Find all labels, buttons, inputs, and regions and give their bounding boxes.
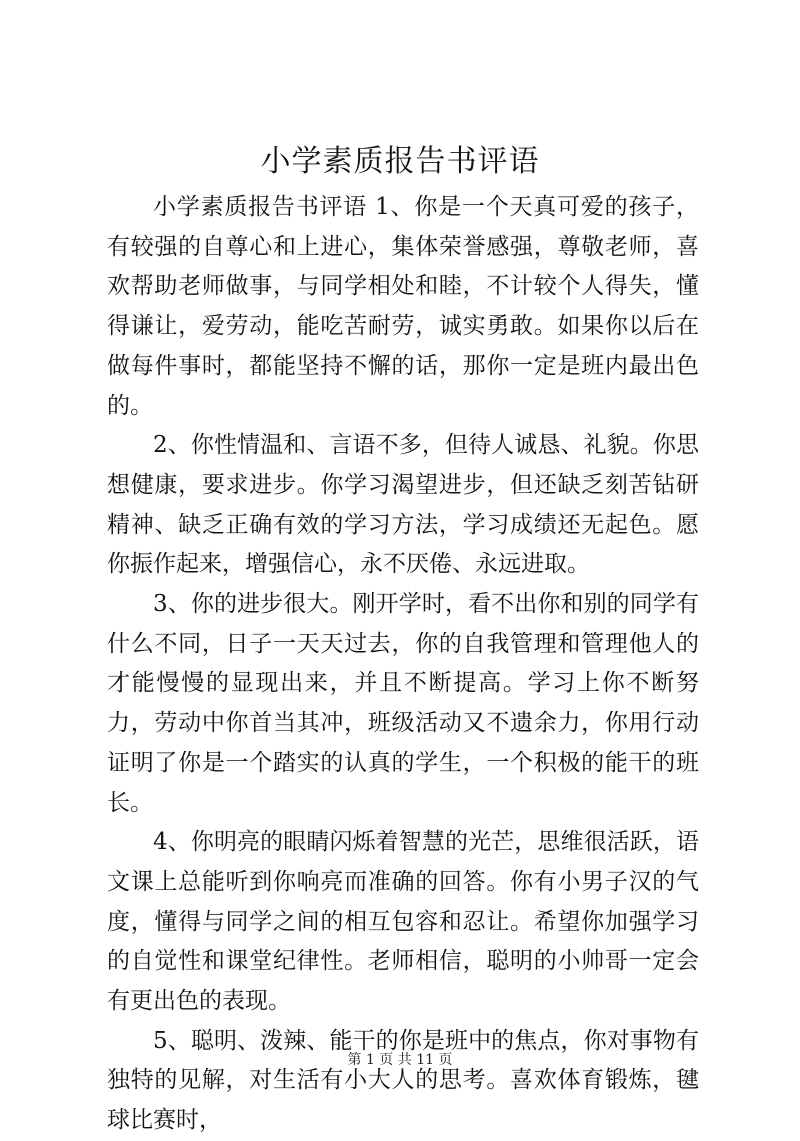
page-footer: 第 1 页 共 11 页: [347, 1052, 453, 1068]
document-body: [107, 188, 699, 1141]
paragraph-1: 小学素质报告书评语 1、你是一个天真可爱的孩子，有较强的自尊心和上进心，集体荣誉感强，尊敬老师，喜欢帮助老师做事，与同学相处和睦，不计较个人得失，懂得谦让，爱劳动，能吃苦耐劳，诚实勇敢。如果你以后在做每件事时，都能坚持不懈的话，那你一定是班内最出色的。: [107, 194, 699, 419]
page-title: 小学素质报告书评语: [260, 144, 540, 179]
paragraph-5: 5、聪明、泼辣、能干的你是班中的焦点，你对事物有独特的见解，对生活有小大人的思考。喜欢体育锻炼，毽球比赛时，: [107, 1027, 699, 1134]
paragraph-4: 4、你明亮的眼睛闪烁着智慧的光芒，思维很活跃，语文课上总能听到你响亮而准确的回答。你有小男子汉的气度，懂得与同学之间的相互包容和忍让。希望你加强学习的自觉性和课堂纪律性。老师相信，聪明的小帅哥一定会有更出色的表现。: [107, 829, 699, 1015]
paragraph-3: 3、你的进步很大。刚开学时，看不出你和别的同学有什么不同，日子一天天过去，你的自我管理和管理他人的才能慢慢的显现出来，并且不断提高。学习上你不断努力，劳动中你首当其冲，班级活动又不遗余力，你用行动证明了你是一个踏实的认真的学生，一个积极的能干的班长。: [107, 591, 699, 816]
paragraph-2: 2、你性情温和、言语不多，但待人诚恳、礼貌。你思想健康，要求进步。你学习渴望进步，但还缺乏刻苦钻研精神、缺乏正确有效的学习方法，学习成绩还无起色。愿你振作起来，增强信心，永不厌倦、永远进取。: [107, 432, 699, 578]
